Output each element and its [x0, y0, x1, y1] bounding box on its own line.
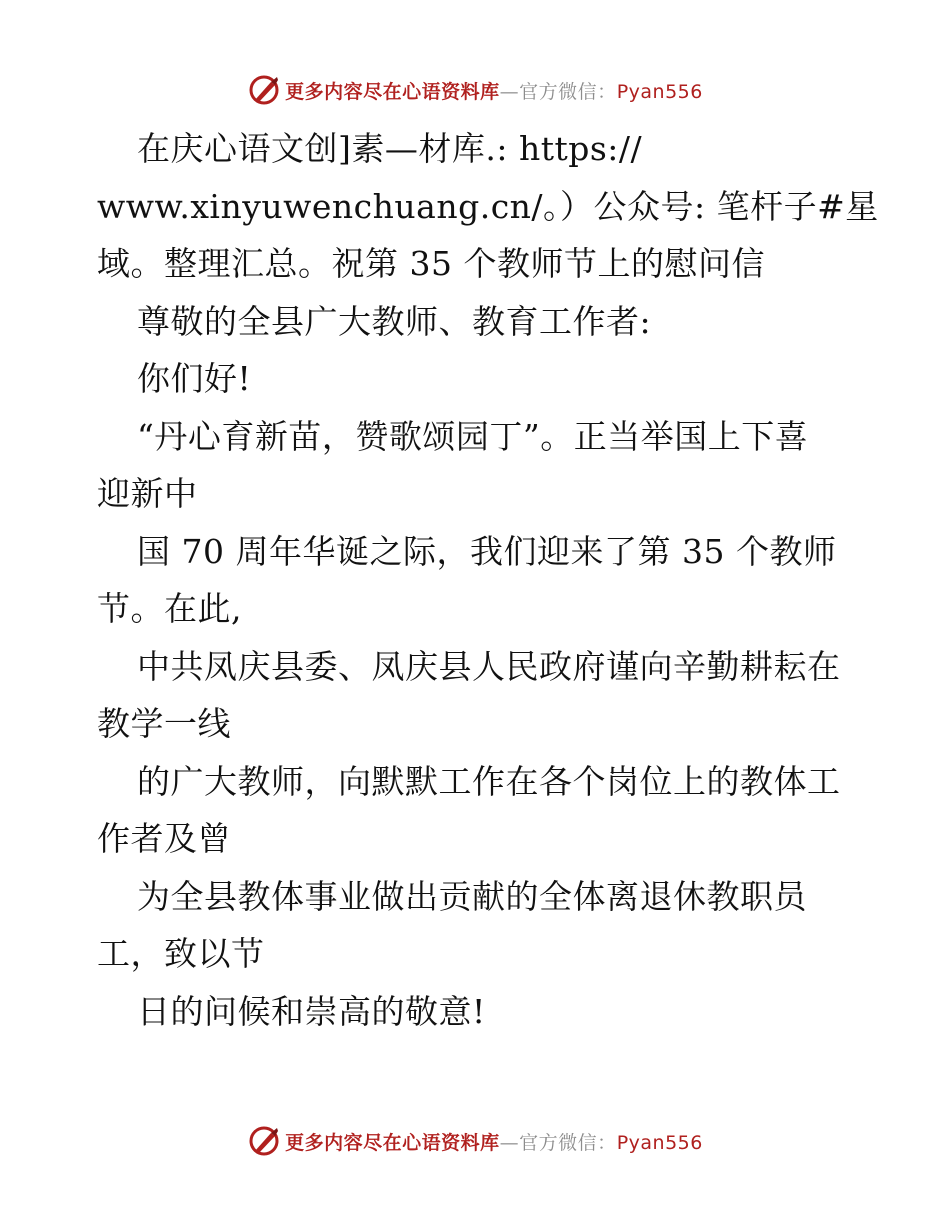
pen-circle-logo-icon — [247, 73, 281, 107]
text-line: 为全县教体事业做出贡献的全体离退休教职员 — [137, 876, 807, 916]
text-line: 迎新中 — [97, 474, 198, 513]
text-line: 在庆心语文创]素—材库.: https:// — [137, 129, 643, 168]
banner-wechat-label: 官方微信： — [519, 1131, 617, 1154]
banner-text — [285, 1128, 703, 1155]
text-line: 作者及曾 — [97, 819, 231, 858]
document-body — [97, 120, 879, 1040]
banner-separator: — — [499, 80, 520, 103]
text-line: 日的问候和崇高的敬意! — [137, 991, 486, 1031]
text-line: 节。在此, — [97, 589, 242, 628]
text-line: 域。整理汇总。祝第 35 个教师节上的慰问信 — [97, 244, 765, 283]
text-line: 工，致以节 — [97, 934, 265, 973]
text-line: 教学一线 — [97, 704, 231, 743]
banner-wechat-id: Pyan556 — [616, 1131, 703, 1154]
text-line: 你们好! — [137, 359, 252, 398]
pen-circle-logo-icon — [247, 1124, 281, 1158]
text-line: www.xinyuwenchuang.cn/。）公众号: 笔杆子#星 — [97, 186, 879, 226]
text-line: 的广大教师，向默默工作在各个岗位上的教体工 — [137, 761, 841, 801]
banner-wechat-id: Pyan556 — [616, 80, 703, 103]
text-line: 尊敬的全县广大教师、教育工作者: — [137, 301, 652, 341]
text-line: 国 70 周年华诞之际，我们迎来了第 35 个教师 — [137, 531, 837, 571]
text-line: 中共凤庆县委、凤庆县人民政府谨向辛勤耕耘在 — [137, 646, 841, 686]
banner-main-text: 更多内容尽在心语资料库 — [285, 80, 500, 103]
footer-banner — [0, 1121, 950, 1161]
header-banner — [0, 70, 950, 110]
banner-separator: — — [499, 1131, 520, 1154]
banner-main-text: 更多内容尽在心语资料库 — [285, 1131, 500, 1154]
banner-wechat-label: 官方微信： — [519, 80, 617, 103]
text-line: “丹心育新苗，赞歌颂园丁”。正当举国上下喜 — [137, 416, 809, 456]
banner-text — [285, 77, 703, 104]
